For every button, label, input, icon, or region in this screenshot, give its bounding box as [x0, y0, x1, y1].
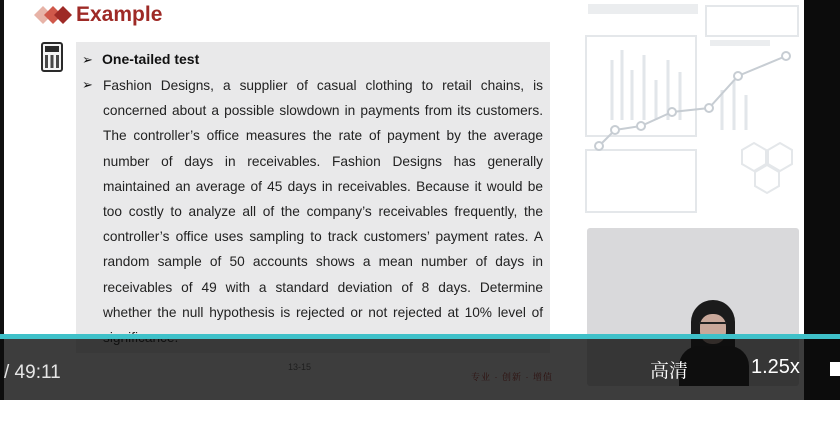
paragraph-line: concerned about a possible slowdown in payments from its customers.	[103, 103, 543, 119]
player-control-bar	[0, 337, 840, 400]
fullscreen-icon[interactable]	[830, 362, 840, 376]
presenter-glasses	[699, 322, 727, 330]
slide-heading: Example	[76, 3, 163, 26]
paragraph-line: whether the null hypothesis is rejected or not rejected at 10% level of	[103, 304, 543, 320]
diamond-logo-icon	[32, 4, 72, 26]
paragraph-line: Fashion Designs, a supplier of casual clothing to retail chains, is	[103, 78, 543, 93]
decorative-background-graphic	[582, 0, 808, 225]
problem-paragraph	[103, 73, 543, 350]
time-display: / 49:11	[4, 362, 61, 383]
subheading: One-tailed test	[102, 51, 200, 67]
quality-button[interactable]: 高清	[650, 361, 689, 382]
paragraph-line: controller’s office uses sampling to track customers’ payment rates. A	[103, 229, 543, 245]
calculator-icon	[41, 42, 63, 72]
paragraph-line: random sample of 50 accounts shows a mean number of days in	[103, 254, 543, 270]
playback-speed-button[interactable]: 1.25x	[751, 356, 800, 378]
bullet-arrow-icon: ➢	[82, 77, 93, 92]
bullet-arrow-icon: ➢	[82, 52, 93, 67]
paragraph-line: The controller’s office measures the rate of payment by the average	[103, 128, 543, 144]
paragraph-line: too costly to analyze all of the company’s receivables frequently, the	[103, 204, 543, 220]
progress-bar[interactable]	[0, 334, 840, 339]
paragraph-line: number of days in receivables. Fashion Designs has generally	[103, 153, 543, 169]
paragraph-line: receivables of 49 with a standard deviation of 8 days. Determine	[103, 279, 543, 295]
paragraph-line: maintained an average of 45 days in receivables. Because it would be	[103, 178, 543, 194]
